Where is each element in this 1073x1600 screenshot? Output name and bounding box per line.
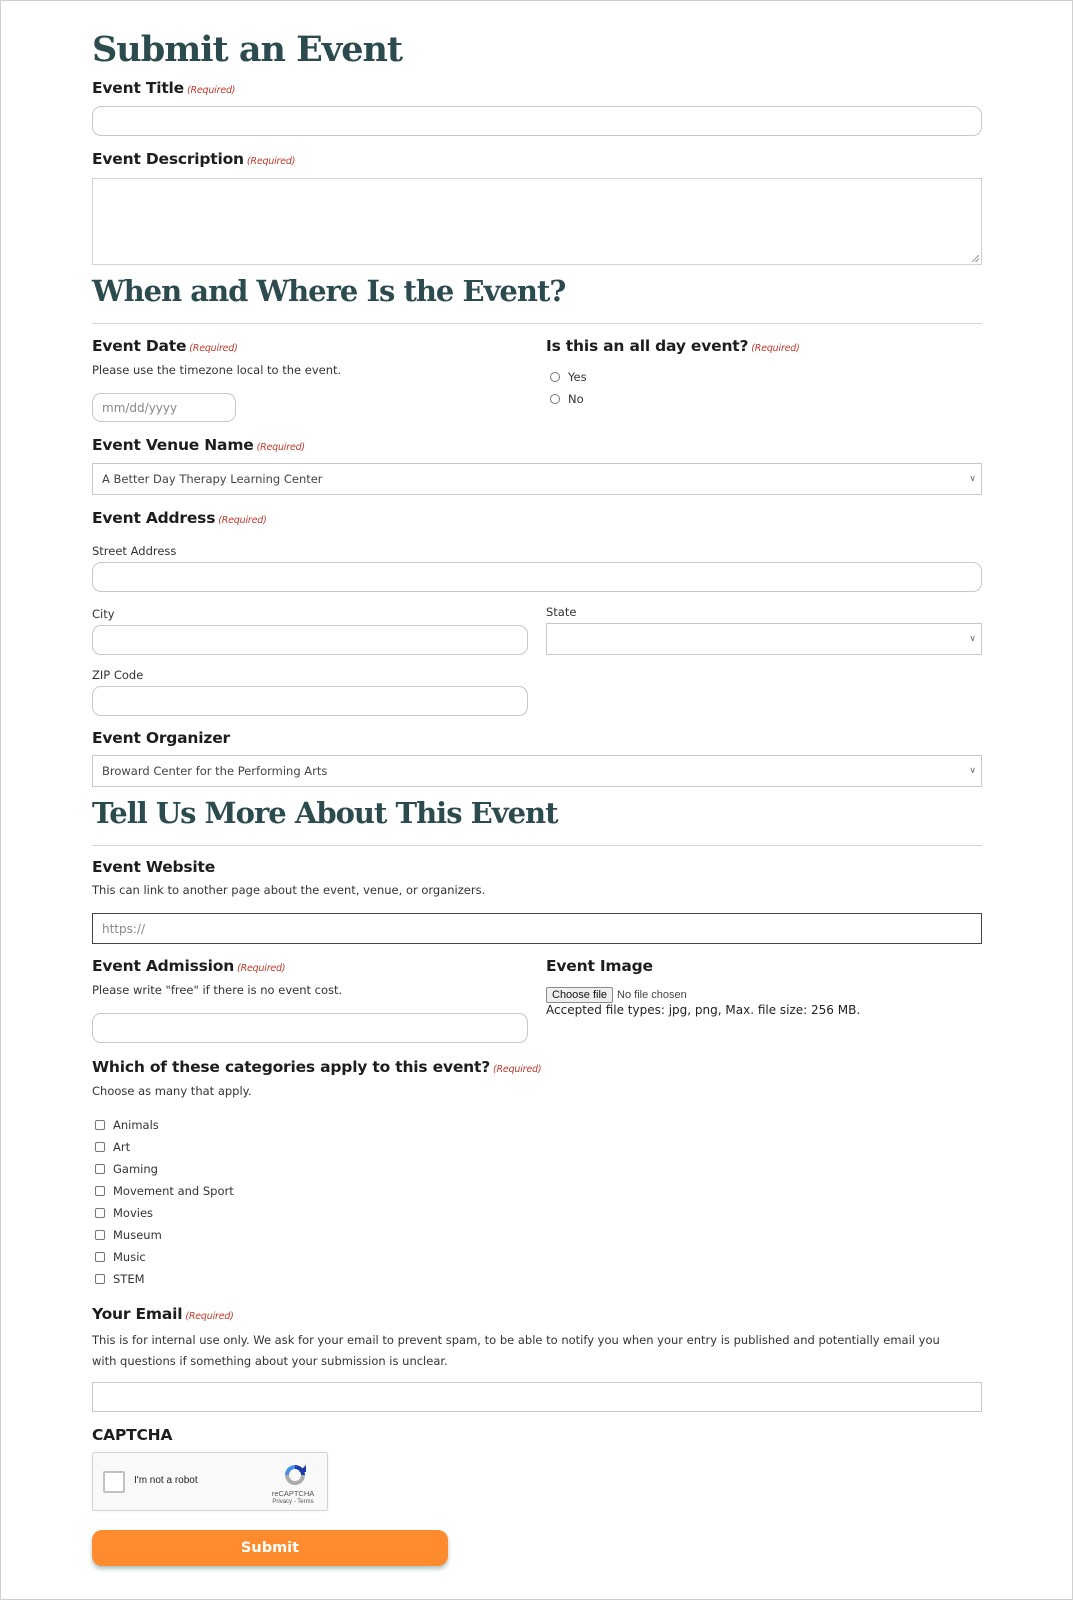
categories-description: Choose as many that apply.: [92, 1084, 252, 1098]
required-tag: (Required): [218, 515, 267, 526]
website-description: This can link to another page about the event, venue, or organizers.: [92, 883, 486, 897]
required-tag: (Required): [751, 343, 800, 354]
checkbox-label: Movies: [113, 1206, 154, 1220]
section-divider: [92, 845, 982, 846]
event-date-label: [92, 337, 238, 355]
state-select[interactable]: [546, 623, 982, 655]
choose-file-button[interactable]: Choose file: [546, 987, 613, 1003]
chevron-down-icon: ∨: [969, 634, 976, 644]
all-day-label: [546, 337, 800, 355]
recaptcha-checkbox[interactable]: [103, 1471, 125, 1493]
chevron-down-icon: ∨: [969, 766, 976, 776]
event-date-input[interactable]: [92, 393, 236, 422]
all-day-option-yes[interactable]: [550, 370, 587, 384]
zip-label: ZIP Code: [92, 668, 144, 682]
venue-selected-value: A Better Day Therapy Learning Center: [102, 472, 323, 486]
checkbox-label: Movement and Sport: [113, 1184, 234, 1198]
checkbox-label: Animals: [113, 1118, 159, 1132]
all-day-option-no[interactable]: [550, 392, 584, 406]
section-heading-more: Tell Us More About This Event: [92, 796, 558, 830]
checkbox-label: Music: [113, 1250, 146, 1264]
event-title-label-text: Event Title: [92, 79, 184, 97]
radio-button[interactable]: [550, 372, 560, 382]
category-option-movement-sport[interactable]: [95, 1184, 234, 1198]
checkbox[interactable]: [95, 1230, 105, 1240]
recaptcha-brand: reCAPTCHA: [271, 1489, 315, 1498]
checkbox[interactable]: [95, 1274, 105, 1284]
section-divider: [92, 323, 982, 324]
recaptcha-widget: [92, 1452, 328, 1511]
radio-label: No: [568, 392, 584, 406]
city-label: City: [92, 607, 115, 621]
required-tag: (Required): [256, 442, 305, 453]
category-option-music[interactable]: [95, 1250, 146, 1264]
image-note: Accepted file types: jpg, png, Max. file size: 256 MB.: [546, 1003, 861, 1017]
email-label-text: Your Email: [92, 1305, 183, 1323]
image-label: Event Image: [546, 957, 653, 975]
event-title-input[interactable]: [92, 106, 982, 136]
admission-label: [92, 957, 285, 975]
website-label: Event Website: [92, 858, 216, 876]
event-description-textarea[interactable]: [92, 178, 982, 265]
checkbox[interactable]: [95, 1120, 105, 1130]
organizer-selected-value: Broward Center for the Performing Arts: [102, 764, 328, 778]
venue-label-text: Event Venue Name: [92, 436, 254, 454]
venue-select[interactable]: [92, 463, 982, 495]
address-label: [92, 509, 267, 527]
email-label: [92, 1305, 234, 1323]
city-input[interactable]: [92, 625, 528, 655]
all-day-label-text: Is this an all day event?: [546, 337, 749, 355]
website-placeholder: https://: [102, 921, 146, 936]
checkbox-label: Museum: [113, 1228, 162, 1242]
zip-input[interactable]: [92, 686, 528, 716]
checkbox[interactable]: [95, 1252, 105, 1262]
website-input[interactable]: [92, 913, 982, 944]
checkbox-label: STEM: [113, 1272, 145, 1286]
organizer-label: Event Organizer: [92, 729, 230, 747]
image-file-input[interactable]: [546, 987, 687, 1003]
checkbox[interactable]: [95, 1186, 105, 1196]
category-option-movies[interactable]: [95, 1206, 153, 1220]
required-tag: (Required): [493, 1064, 542, 1075]
event-date-description: Please use the timezone local to the event.: [92, 363, 342, 377]
radio-button[interactable]: [550, 394, 560, 404]
checkbox-label: Art: [113, 1140, 131, 1154]
submit-button[interactable]: Submit: [92, 1530, 448, 1566]
state-label: State: [546, 605, 577, 619]
event-description-label-text: Event Description: [92, 150, 244, 168]
checkbox[interactable]: [95, 1208, 105, 1218]
email-input[interactable]: [92, 1382, 982, 1412]
recaptcha-links[interactable]: Privacy - Terms: [272, 1499, 314, 1505]
email-description: This is for internal use only. We ask for your email to prevent spam, to be able to notify you when your entry is published and potentially email you with questions if something about your submission is unclear.: [92, 1333, 940, 1368]
venue-label: [92, 436, 305, 454]
categories-label-text: Which of these categories apply to this event?: [92, 1058, 491, 1076]
captcha-label: CAPTCHA: [92, 1426, 173, 1444]
street-address-label: Street Address: [92, 544, 177, 558]
address-label-text: Event Address: [92, 509, 216, 527]
section-heading-when-where: When and Where Is the Event?: [92, 274, 566, 308]
recaptcha-text: I'm not a robot: [134, 1475, 198, 1486]
chevron-down-icon: ∨: [969, 474, 976, 484]
category-option-art[interactable]: [95, 1140, 130, 1154]
event-date-placeholder: mm/dd/yyyy: [102, 400, 178, 415]
resize-handle-icon[interactable]: [972, 255, 979, 262]
checkbox-label: Gaming: [113, 1162, 158, 1176]
admission-description: Please write "free" if there is no event cost.: [92, 983, 343, 997]
checkbox[interactable]: [95, 1164, 105, 1174]
categories-label: [92, 1058, 541, 1076]
event-date-label-text: Event Date: [92, 337, 187, 355]
category-option-gaming[interactable]: [95, 1162, 158, 1176]
event-description-label: [92, 150, 295, 168]
required-tag: (Required): [185, 1311, 234, 1322]
category-option-museum[interactable]: [95, 1228, 162, 1242]
file-status: No file chosen: [617, 989, 687, 1001]
category-option-animals[interactable]: [95, 1118, 159, 1132]
recaptcha-logo-icon: [282, 1462, 308, 1488]
page-title: Submit an Event: [92, 29, 403, 70]
street-address-input[interactable]: [92, 562, 982, 592]
organizer-select[interactable]: [92, 755, 982, 787]
required-tag: (Required): [237, 963, 286, 974]
required-tag: (Required): [246, 156, 296, 167]
category-option-stem[interactable]: [95, 1272, 145, 1286]
required-tag: (Required): [189, 343, 238, 354]
checkbox[interactable]: [95, 1142, 105, 1152]
radio-label: Yes: [568, 370, 587, 384]
admission-label-text: Event Admission: [92, 957, 235, 975]
admission-input[interactable]: [92, 1013, 528, 1043]
event-title-label: [92, 79, 235, 97]
required-tag: (Required): [186, 85, 236, 96]
